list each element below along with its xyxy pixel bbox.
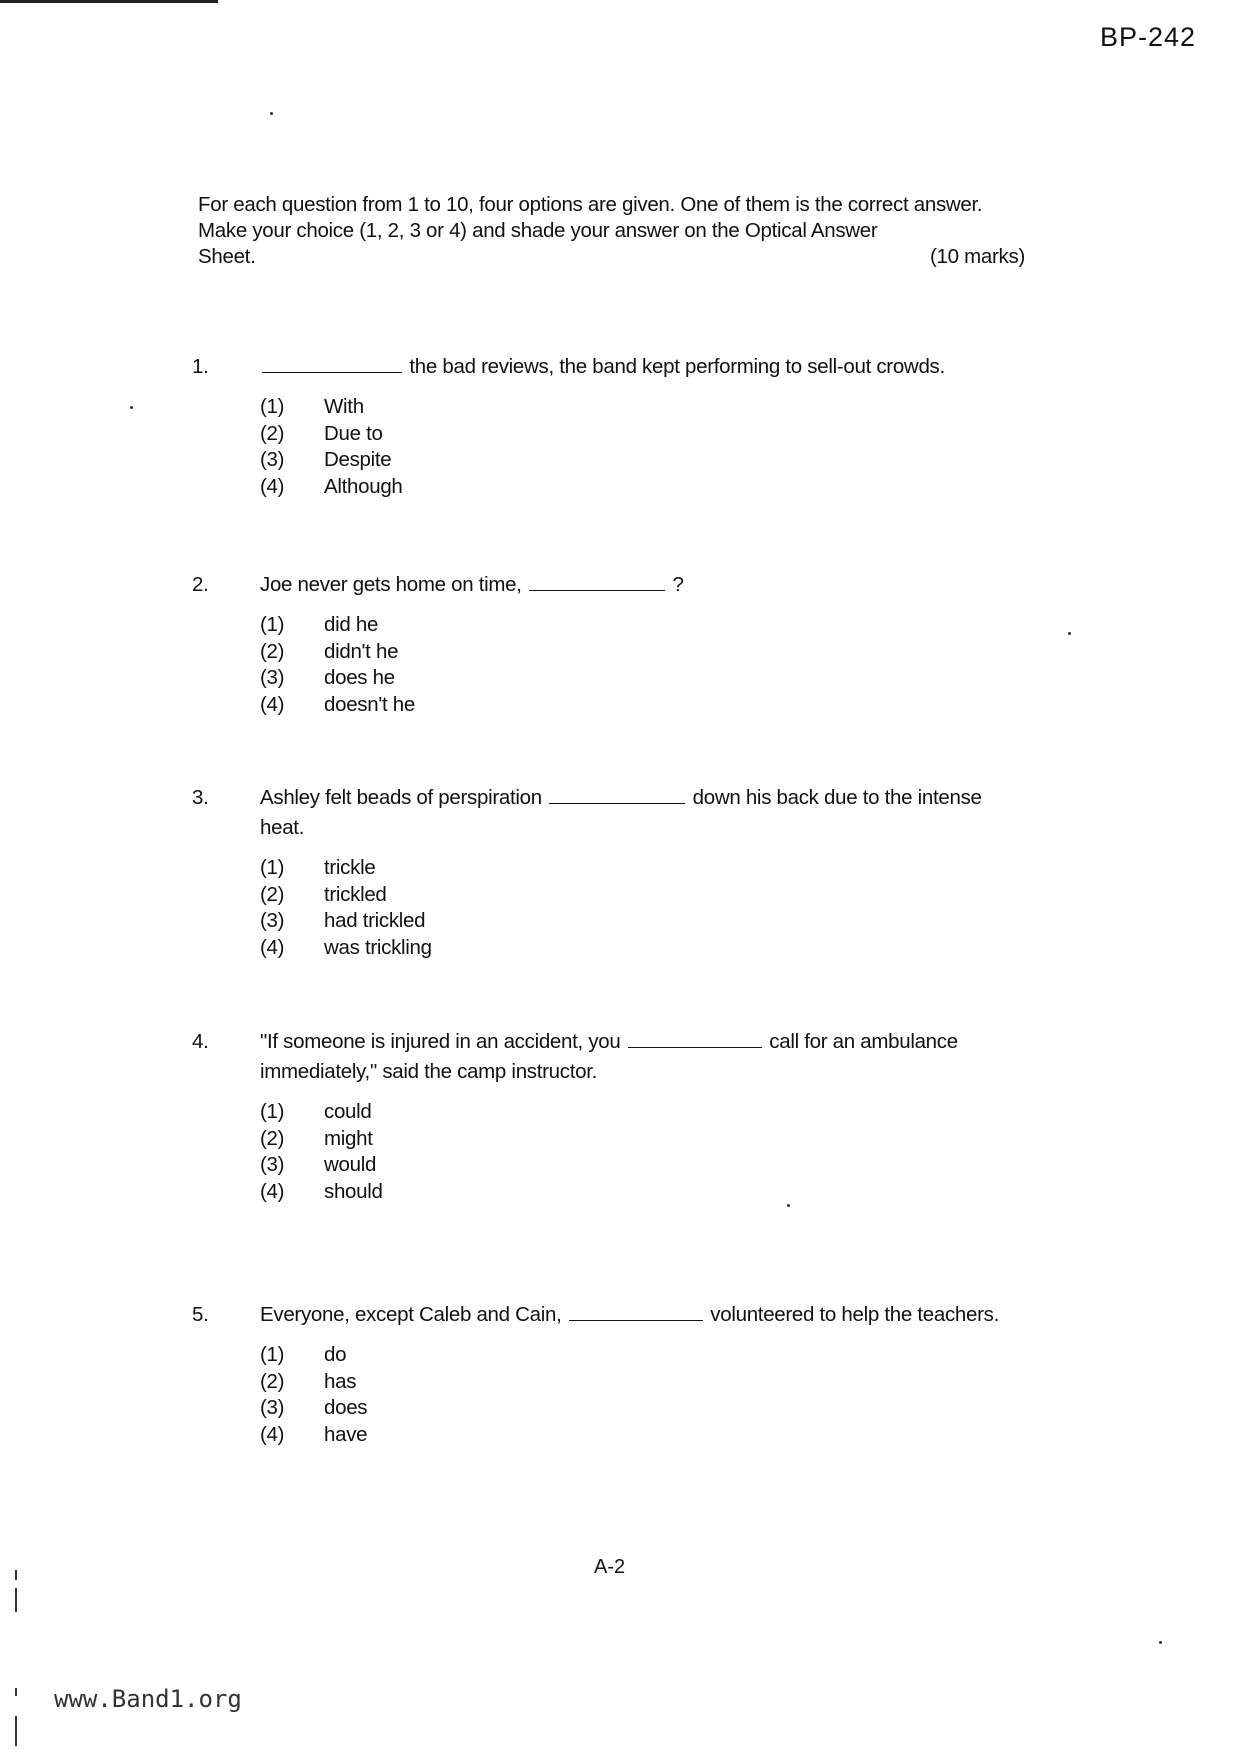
question-1 [192,352,1012,500]
page-number: A-2 [594,1556,626,1578]
question-number: 5. [192,1303,209,1326]
instructions [198,192,1025,270]
option-item: (2) has [260,1369,357,1393]
option-item: (2) Due to [260,421,383,445]
instructions-text: For each question from 1 to 10, four options are given. One of them is the correct answer. Make your choice (1, 2, 3 or 4) and shade your answer on the Optical Answer [198,193,983,242]
option-item: (1) did he [260,613,379,636]
question-text: Ashley felt beads of perspiration down his back due to the intense heat. [260,786,982,839]
option-item: (4) Although [260,474,403,498]
option-item: (1) trickle [260,856,376,879]
option-item: (3) would [260,1153,377,1176]
option-item: (3) does [260,1396,368,1419]
scan-speck [1068,632,1071,635]
answer-blank [549,786,685,804]
scan-speck [130,406,133,409]
question-5 [192,1300,1012,1448]
option-item: (4) have [260,1422,368,1446]
question-text: "If someone is injured in an accident, you call for an ambulance immediately," said the camp instructor. [260,1030,958,1083]
option-item: (2) trickled [260,882,387,906]
option-item: (1) With [260,395,364,418]
top-edge-rule [0,0,218,3]
answer-blank [628,1030,762,1048]
question-4 [192,1027,1012,1205]
answer-blank [529,573,665,591]
watermark: www.Band1.org [54,1685,242,1713]
margin-mark [15,1688,17,1696]
option-item: (4) doesn't he [260,692,415,716]
question-2 [192,570,1012,718]
option-item: (3) Despite [260,448,392,471]
option-item: (1) do [260,1343,347,1366]
question-text: the bad reviews, the band kept performing to sell-out crowds. [260,352,1012,382]
option-item: (1) could [260,1100,372,1123]
question-number: 2. [192,573,209,596]
option-list [260,855,1012,961]
option-list [260,1099,1012,1205]
option-item: (2) didn't he [260,639,399,663]
instructions-last-line: Sheet. [198,245,256,268]
option-list [260,612,1012,718]
option-list [260,394,1012,500]
question-number: 3. [192,786,209,809]
question-number: 1. [192,355,209,378]
margin-mark [15,1588,17,1612]
answer-blank [262,355,402,373]
question-text: Everyone, except Caleb and Cain, volunteered to help the teachers. [260,1303,999,1326]
scan-speck [270,112,273,115]
marks-label: (10 marks) [930,245,1025,268]
option-item: (3) had trickled [260,909,426,932]
option-list [260,1342,1012,1448]
question-number: 4. [192,1030,209,1053]
question-text: Joe never gets home on time, ? [260,573,684,596]
scan-speck [1159,1641,1162,1644]
question-3 [192,783,1012,961]
paper-code: BP-242 [1100,22,1197,52]
margin-mark [15,1716,17,1746]
margin-mark [15,1570,17,1580]
option-item: (3) does he [260,666,395,689]
answer-blank [569,1303,703,1321]
option-item: (4) should [260,1179,383,1203]
option-item: (4) was trickling [260,935,432,959]
option-item: (2) might [260,1126,373,1150]
